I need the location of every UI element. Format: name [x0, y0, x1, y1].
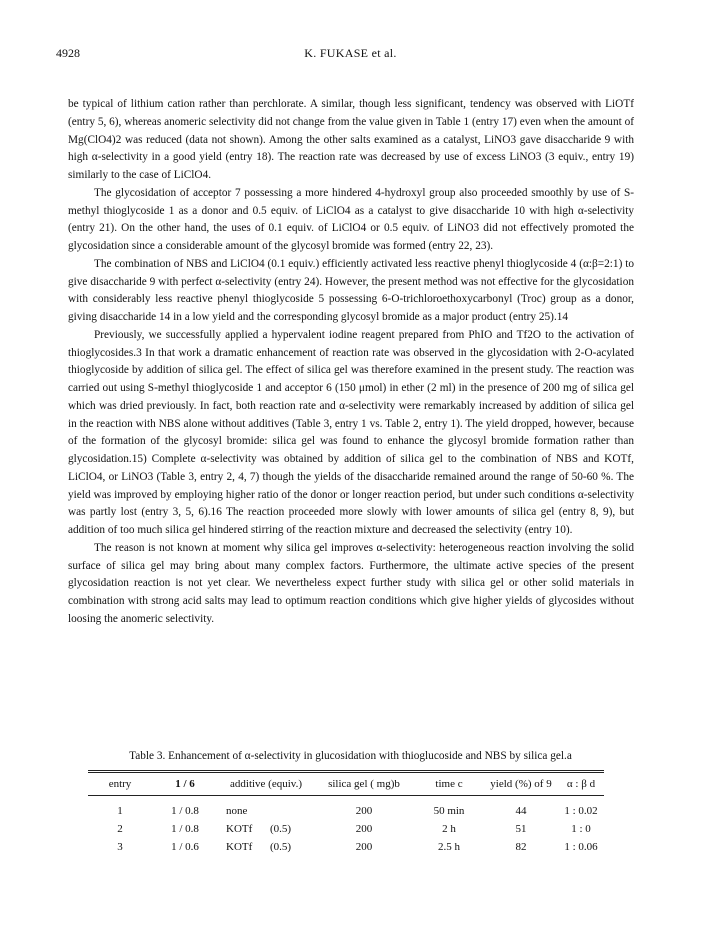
cell-time: 2 h — [442, 823, 456, 835]
paragraph: The glycosidation of acceptor 7 possessing a more hindered 4-hydroxyl group also proceeded smoothly by use of S-methyl thioglycoside 1 as a donor and 0.5 equiv. of LiClO4 as a catalyst to give disaccharide 10 with high α-selectivity (entry 21). On the other hand, the uses of 0.1 equiv. of LiClO4 or 0.5 equiv. of LiNO3 did not effectively promoted the glycosidation since a considerable amount of the glycosyl bromide was formed (entry 22, 23). — [68, 186, 634, 252]
cell-yield: 44 — [515, 805, 527, 817]
paragraph: Previously, we successfully applied a hypervalent iodine reagent prepared from PhIO and Tf2O to the activation of thioglycosides.3 In that work a dramatic enhancement of reaction rate was observed in the glycosidation with 2-O-acylated thioglycoside by addition of silica gel. The effect of silica gel was therefore examined in the present study. The reaction was carried out using S-methyl thioglycoside 1 and acceptor 6 (150 μmol) in ether (2 ml) in the presence of 200 mg of silica gel which was dried previously. In fact, both reaction rate and α-selectivity were remarkably increased by addition of silica gel in the reaction with NBS alone without additives (Table 3, entry 1 vs. Table 2, entry 1). The yield dropped, however, because of the formation of the glycosyl bromide: silica gel was found to enhance the glycosyl bromide formation rather than glycosidation.15) Complete α-selectivity was obtained by addition of silica gel to the combination of NBS and KOTf, LiClO4, or LiNO3 (Table 3, entry 2, 4, 7) though the yields of the disaccharide remained around the range of 50-60 %. The yield was improved by employing higher ratio of the donor or longer reaction period, but under such conditions α-selectivity was partly lost (entry 3, 5, 6).16 The reaction proceeded more slowly with lower amounts of silica gel (entry 8, 9), but addition of too much silica gel hindered stirring of the reaction mixture and decreased the selectivity (entry 10). — [68, 328, 634, 536]
cell-silica: 200 — [355, 823, 373, 835]
header-time: time c — [435, 778, 463, 790]
cell-time: 2.5 h — [438, 841, 460, 853]
header-entry: entry — [108, 778, 132, 790]
table-row — [88, 820, 604, 838]
cell-yield: 82 — [515, 841, 527, 853]
table-row — [88, 802, 604, 820]
body-text — [68, 96, 634, 629]
cell-yield: 51 — [515, 823, 527, 835]
cell-additive-name: KOTf — [226, 841, 253, 853]
header-silica: silica gel ( mg)b — [328, 778, 400, 790]
header-yield: yield (%) of 9 — [490, 778, 552, 790]
cell-ratio: 1 / 0.8 — [171, 823, 199, 835]
cell-additive-name: none — [226, 805, 248, 817]
page-number: 4928 — [56, 46, 80, 60]
paragraph: The reason is not known at moment why silica gel improves α-selectivity: heterogeneous reaction involving the solid surface of silica gel may bring about many complex factors. Furthermore, the ultimate active species of the present glycosidation reaction is not yet clear. We nevertheless expect further study with silica gel or other solid materials in combination with strong acid salts may lead to optimum reaction conditions which give higher yields of glycosides without loosing the anomeric selectivity. — [68, 541, 634, 625]
cell-additive — [218, 838, 314, 856]
header-ratio: 1 / 6 — [175, 778, 195, 790]
cell-time: 50 min — [433, 805, 465, 817]
cell-entry: 2 — [117, 823, 123, 835]
cell-additive-name: KOTf — [226, 823, 253, 835]
cell-additive-equiv: (0.5) — [270, 841, 292, 853]
cell-additive-equiv: (0.5) — [270, 823, 292, 835]
cell-alpha-beta: 1 : 0 — [571, 823, 591, 835]
cell-silica: 200 — [355, 805, 373, 817]
cell-additive — [218, 802, 314, 820]
data-table — [88, 770, 604, 856]
cell-alpha-beta: 1 : 0.02 — [564, 805, 598, 817]
table-row — [88, 838, 604, 856]
cell-ratio: 1 / 0.8 — [171, 805, 199, 817]
table-header-row — [88, 773, 604, 795]
cell-additive — [218, 820, 314, 838]
cell-alpha-beta: 1 : 0.06 — [564, 841, 598, 853]
cell-silica: 200 — [355, 841, 373, 853]
table-caption: Table 3. Enhancement of α-selectivity in glucosidation with thioglucoside and NBS by silica gel.a — [129, 750, 572, 762]
cell-entry: 3 — [117, 841, 123, 853]
running-title: K. FUKASE et al. — [304, 46, 397, 60]
paragraph: be typical of lithium cation rather than perchlorate. A similar, though less significant, tendency was observed with LiOTf (entry 5, 6), whereas anomeric selectivity did not change from the value given in Table 1 (entry 17) even when the amount of Mg(ClO4)2 was reduced (data not shown). Among the other salts examined as a catalyst, LiNO3 gave disaccharide 9 with high α-selectivity in a good yield (entry 18). The reaction rate was decreased by use of excess LiNO3 (3 equiv., entry 19) similarly to the case of LiClO4. — [68, 98, 634, 181]
cell-ratio: 1 / 0.6 — [171, 841, 199, 853]
paragraph: The combination of NBS and LiClO4 (0.1 equiv.) efficiently activated less reactive phenyl thioglycoside 4 (α:β=2:1) to give disaccharide 9 with perfect α-selectivity (entry 24). However, the present method was not effective for the glycosidation with considerably less reactive phenyl thioglycoside 5 possessing 6-O-trichloroethoxycarbonyl (Troc) group as a donor, giving disaccharide 14 in a low yield and the corresponding glycosyl bromide as a major product (entry 25).14 — [68, 257, 634, 323]
header-alpha-beta: α : β d — [566, 778, 596, 790]
cell-entry: 1 — [117, 805, 123, 817]
header-additive: additive (equiv.) — [230, 778, 302, 790]
